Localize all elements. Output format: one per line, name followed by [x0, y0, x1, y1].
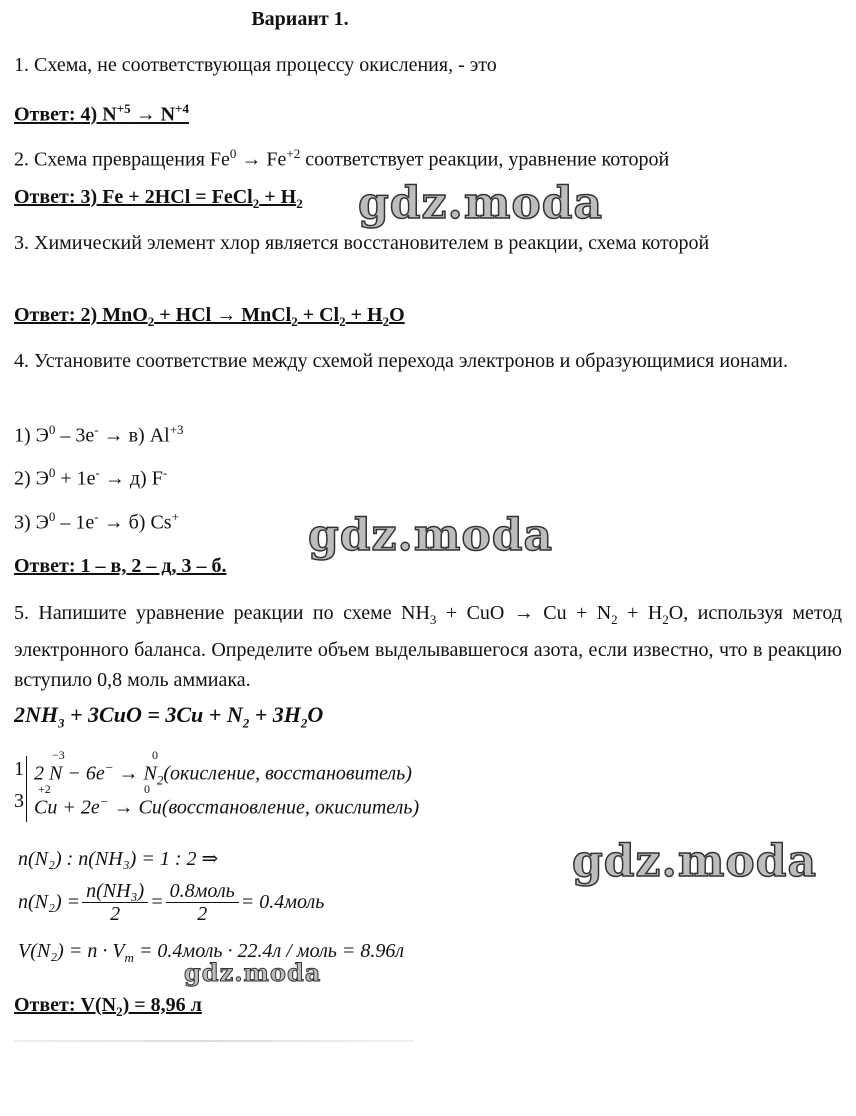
balance-row-2: Cu + 2e− → Cu(восстановление, окислитель) [34, 794, 420, 819]
match-item-2: 2) $Э^0 + 1е^- \to д$) F- [14, 465, 168, 490]
faint-scan-line [14, 1040, 414, 1042]
volume-calculation: $V(N_2) = n \cdot V_m$ = 0.4моль · 22.4л / моль = 8.96л [18, 940, 405, 965]
reaction-equation: $2NH_3 + 3CuO = 3Cu + N_2 + 3H_2O$ [14, 702, 324, 731]
answer-1: Ответ: 4) $N^{+5} \to N^{+4}$ [14, 101, 189, 126]
question-2: 2. Схема превращения $Fe^0 \to Fe^{+2}$ соответствует реакции, уравнение которой [14, 146, 670, 171]
watermark: gdz.moda [184, 958, 322, 987]
balance-row-1: 2 $N - 6e^- \to N_2(окисление$, восстановитель) [34, 760, 412, 788]
watermark: gdz.moda [358, 178, 604, 229]
oxidation-state: 0 [152, 748, 158, 762]
match-item-1: 1) $Э^0 - 3е^- \to в$) $Al^{+3}$ [14, 422, 184, 447]
question-4: 4. Установите соответствие между схемой перехода электронов и образующимися ионами. [14, 350, 788, 372]
oxidation-state: −3 [52, 748, 65, 762]
answer-4: Ответ: 1 – в, 2 – д, 3 – б. [14, 555, 227, 577]
question-5: 5. Напишите уравнение реакции по схеме $NH_3$ + CuO → $Cu + N_2 + H_2O$, используя метод электронного баланса. Определите объем выделывавшегося азота, если известно, что в реакцию вступило 0,8 моль аммиака. [14, 602, 842, 691]
answer-2: Ответ: 3) Fe + 2HCl = FeCl$_2$ + $H_2$ [14, 186, 303, 211]
watermark: gdz.moda [572, 836, 818, 887]
watermark: gdz.moda [308, 510, 554, 561]
oxidation-state: +2 [38, 782, 51, 796]
answer-5: Ответ: $V(N_2) = 8,96$ л [14, 994, 202, 1019]
match-item-3: 3) $Э^0 - 1е^- \to б$) Cs+ [14, 509, 179, 534]
mole-ratio: n(N₂) : n(NH₃) = 1 : 2 ⇒ [18, 848, 219, 870]
question-3: 3. Химический элемент хлор является восстановителем в реакции, схема которой [14, 232, 710, 254]
balance-coef-2: 3 [14, 790, 24, 812]
fraction: $\frac{\text{0.8моль}}{2}$ [166, 880, 239, 925]
balance-coef-1: 1 [14, 758, 24, 780]
balance-bar [26, 756, 27, 822]
mole-calculation: n(N₂) = $\frac{\text{n(NH₃)}}{2}$ = $\frac{\text{0.8моль}}{2}$ = 0.4моль [18, 880, 325, 925]
page-title: Вариант 1. [251, 8, 349, 30]
fraction: $\frac{\text{n(NH₃)}}{2}$ [82, 880, 148, 925]
question-1: 1. Схема, не соответствующая процессу окисления, - это [14, 54, 497, 76]
oxidation-state: 0 [144, 782, 150, 796]
answer-3: Ответ: 2) MnO$_2$ + HCl → MnCl$_2$ + $Cl_2 + H_2O$ [14, 304, 405, 329]
